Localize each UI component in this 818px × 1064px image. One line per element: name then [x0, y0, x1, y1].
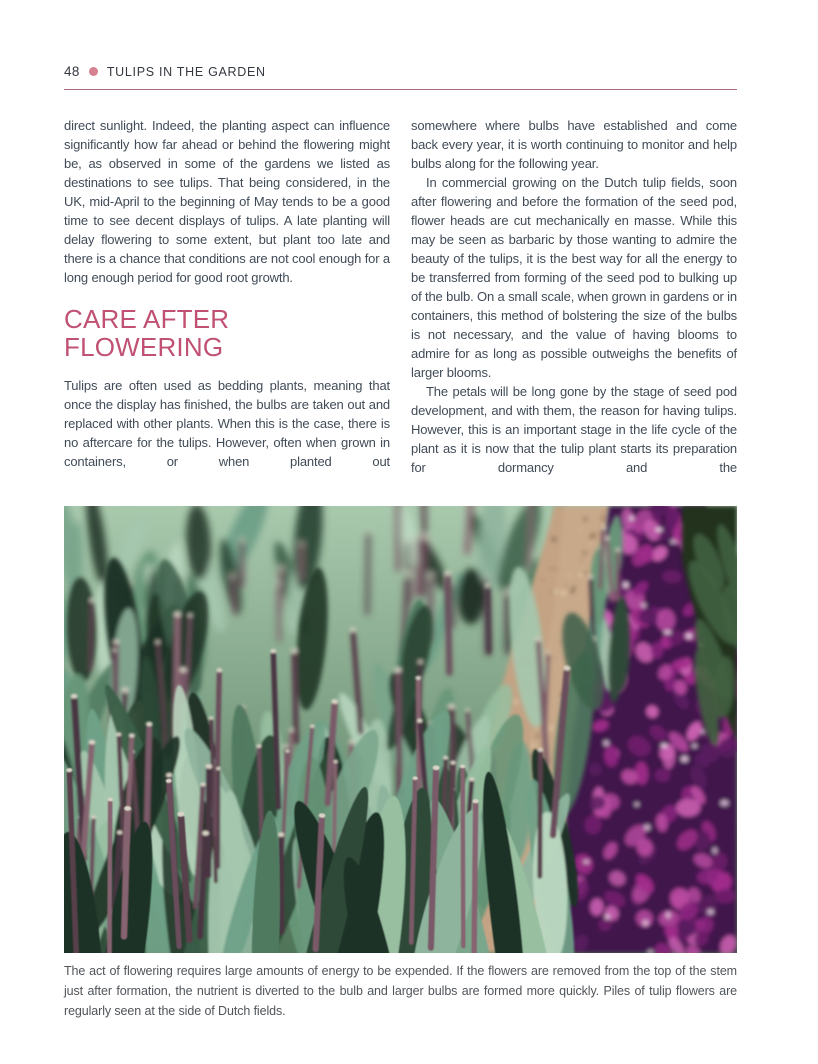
body-paragraph: In commercial growing on the Dutch tulip fields, soon after flowering and before the formation of the seed pod, flower heads are cut mechanically en masse. While this may be seen as barbaric by those wanting to admire the beauty of the tulips, it is the best way for all the energy to be transferred from forming of the seed pod to bulking up of the bulb. On a small scale, when grown in gardens or in containers, this method of bolstering the size of the bulbs is not necessary, and the value of having blooms to admire for as long as possible outweighs the benefits of larger blooms. — [411, 175, 737, 380]
body-paragraph: The petals will be long gone by the stage of seed pod development, and with them, the reason for having tulips. However, this is an important stage in the life cycle of the plant as it is now that the tulip plant starts its preparation for dormancy and the — [411, 384, 737, 475]
body-paragraph: somewhere where bulbs have established and come back every year, it is worth continuing to monitor and help bulbs along for the following year. — [411, 118, 737, 171]
book-title: TULIPS IN THE GARDEN — [106, 64, 266, 79]
right-column — [411, 116, 737, 506]
section-heading: CARE AFTER FLOWERING — [64, 304, 230, 362]
header-rule — [64, 89, 737, 90]
left-column — [64, 116, 390, 506]
body-columns — [64, 116, 737, 506]
running-head — [64, 64, 737, 79]
body-paragraph: direct sunlight. Indeed, the planting aspect can influence significantly how far ahead or behind the flowering might be, as observed in some of the gardens we listed as destinations to see tulips. That being considered, in the UK, mid-April to the beginning of May tends to be a good time to see decent displays of tulips. A late planting will delay flowering to some extent, but plant too late and there is a chance that conditions are not cool enough for a long enough period for good root growth. — [64, 118, 390, 285]
tulip-field-illustration — [64, 506, 737, 953]
photo-caption: The act of flowering requires large amounts of energy to be expended. If the flowers are removed from the top of the stem just after formation, the nutrient is diverted to the bulb and larger bulbs are formed more quickly. Piles of tulip flowers are regularly seen at the side of Dutch fields. — [64, 964, 737, 1018]
page-number: 48 — [64, 64, 80, 79]
photo-figure — [64, 506, 737, 1021]
section-bullet-icon — [89, 67, 98, 76]
body-paragraph: Tulips are often used as bedding plants, meaning that once the display has finished, the bulbs are taken out and replaced with other plants. When this is the case, there is no aftercare for the tulips. However, often when grown in containers, or when planted out — [64, 378, 390, 469]
tulip-field-photo — [64, 506, 737, 953]
